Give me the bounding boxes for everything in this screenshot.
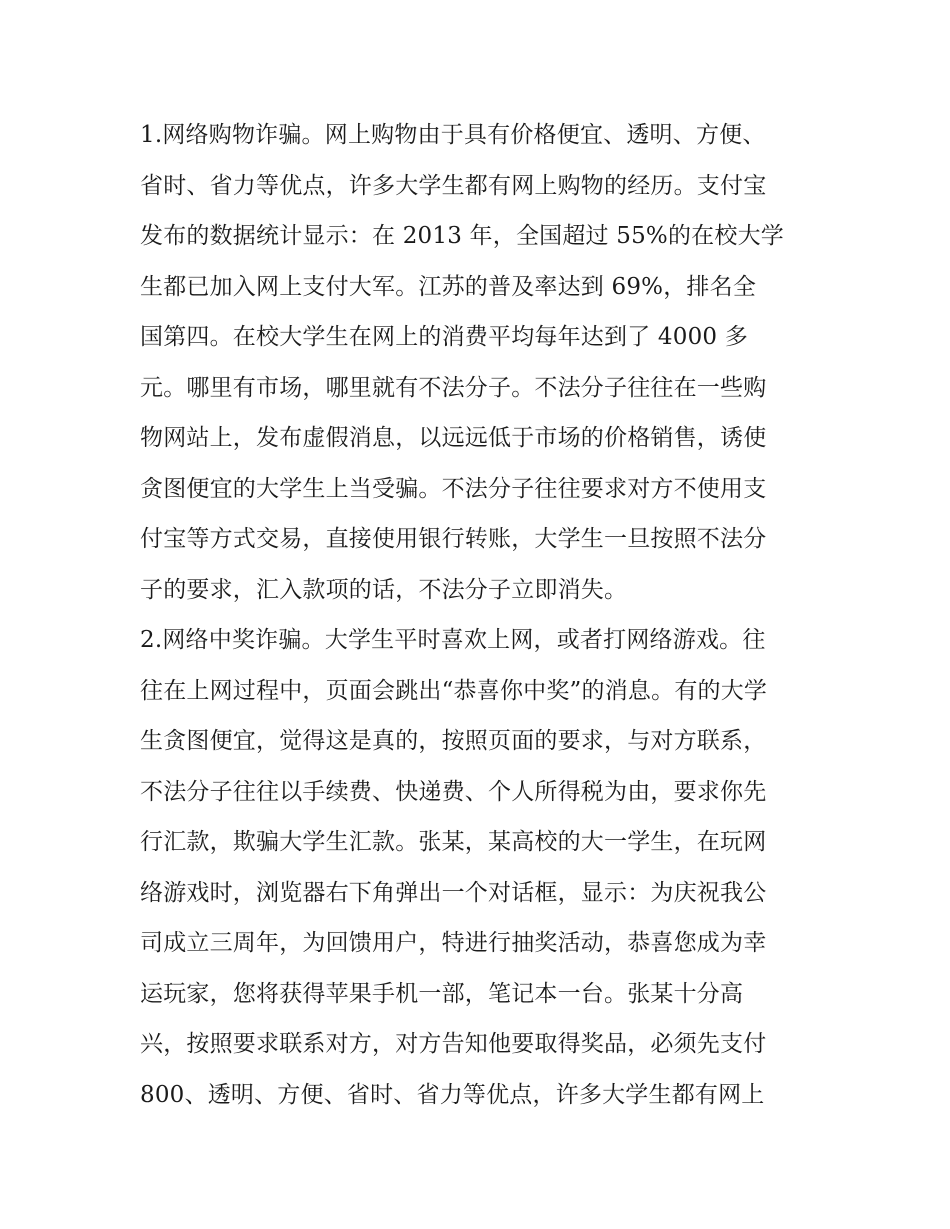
text-line: 运玩家，您将获得苹果手机一部，笔记本一台。张某十分高 xyxy=(140,980,744,1007)
text-line: 不法分子往往以手续费、快递费、个人所得税为由，要求你先 xyxy=(140,778,767,805)
text-line: 生都已加入网上支付大军。江苏的普及率达到 69%，排名全 xyxy=(140,273,757,300)
text-line: 子的要求，汇入款项的话，不法分子立即消失。 xyxy=(140,576,628,603)
text-line: 元。哪里有市场，哪里就有不法分子。不法分子往往在一些购 xyxy=(140,374,767,401)
text-line: 国第四。在校大学生在网上的消费平均每年达到了 4000 多 xyxy=(140,324,748,350)
text-line: 800、透明、方便、省时、省力等优点，许多大学生都有网上 xyxy=(140,1081,765,1108)
text-line: 付宝等方式交易，直接使用银行转账，大学生一旦按照不法分 xyxy=(140,526,767,552)
text-line: 兴，按照要求联系对方，对方告知他要取得奖品，必须先支付 xyxy=(140,1031,767,1057)
text-line: 往在上网过程中，页面会跳出“恭喜你中奖”的消息。有的大学 xyxy=(140,677,768,704)
text-line: 省时、省力等优点，许多大学生都有网上购物的经历。支付宝 xyxy=(140,172,767,199)
text-line: 发布的数据统计显示：在 2013 年，全国超过 55%的在校大学 xyxy=(140,223,784,249)
body-text xyxy=(140,110,820,1120)
text-line: 物网站上，发布虚假消息，以远远低于市场的价格销售，诱使 xyxy=(140,425,767,451)
text-line: 2.网络中奖诈骗。大学生平时喜欢上网，或者打网络游戏。往 xyxy=(140,627,766,653)
text-line: 生贪图便宜，觉得这是真的，按照页面的要求，与对方联系， xyxy=(140,728,767,754)
text-line: 行汇款，欺骗大学生汇款。张某，某高校的大一学生，在玩网 xyxy=(140,829,767,855)
text-line: 1.网络购物诈骗。网上购物由于具有价格便宜、透明、方便、 xyxy=(140,122,766,148)
text-line: 司成立三周年，为回馈用户，特进行抽奖活动，恭喜您成为幸 xyxy=(140,930,767,956)
text-line: 络游戏时，浏览器右下角弹出一个对话框，显示：为庆祝我公 xyxy=(140,879,767,906)
text-line: 贪图便宜的大学生上当受骗。不法分子往往要求对方不使用支 xyxy=(140,475,767,502)
